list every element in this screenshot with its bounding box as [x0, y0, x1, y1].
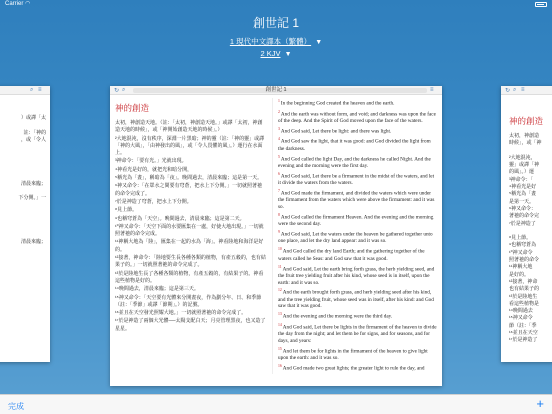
verse-text: ⁹也稱穹蒼為「天空」。晚間過去，清晨來臨；這是第二天。 [115, 215, 245, 222]
text-line: ⁷於是神造了 [509, 220, 536, 227]
menu-icon[interactable]: ≡ [430, 87, 434, 93]
translation-selector[interactable] [0, 49, 552, 58]
verse-text: 太初，神創造天地。（註：「太初，神創造天地。」或譯「太初，神創造天地的時候」，或「神開始創造天地的時候」。） [115, 120, 263, 134]
text-line: 是第一天。 [509, 198, 535, 205]
text-line: ³神命令：「 [509, 176, 534, 183]
verse [278, 246, 437, 262]
verse-text: And let them be for lights in the firmament of the heaven to give light upon the earth: and it was so. [278, 348, 428, 361]
menu-icon[interactable]: ≡ [521, 87, 525, 93]
verse-text: ¹³於是陸地生長了各種各類的植物，有產五穀的，有結果子的。神看這些植物是好的。 [115, 270, 264, 284]
verse-text: ⁶神又命令：「在眾水之間要有穹蒼，把水上下分開。」一切就照著祂的命令完成了。 [115, 183, 263, 197]
verse-text: And the earth brought forth grass, and herb yielding seed after his kind, and the tree yielding fruit, whose seed was in itself, after his kind: and God saw that it was good. [278, 290, 434, 310]
verse-text: And God said, Let the earth bring forth grass, the herb yielding seed, and the fruit tree yielding fruit after his kind, whose seed is in itself, upon the earth: and it was so. [278, 266, 435, 286]
card-title: 創世記 1 [265, 86, 287, 93]
status-right [535, 0, 547, 9]
version-selector[interactable] [0, 36, 552, 47]
verse-number: 15 [278, 346, 282, 351]
search-icon[interactable]: ⌕ [30, 86, 34, 93]
verse [278, 109, 437, 125]
verse-number: 3 [278, 126, 280, 131]
verse-number: 13 [278, 312, 282, 317]
chevron-down-icon: ▼ [315, 39, 323, 46]
section-heading: 神的創造 [509, 116, 544, 126]
text-line [0, 232, 50, 239]
text-line: ¹¹神稱大地 [509, 264, 533, 271]
text-line [0, 144, 50, 151]
text-line: 清晨來臨； [20, 239, 46, 246]
carrier-label: Carrier ◠ [5, 1, 31, 7]
text-line: ¹⁵神又命令 [509, 315, 533, 322]
text-line: ¹⁰神又命令 [509, 249, 533, 256]
text-line: 著祂的命令完 [509, 213, 540, 220]
verse-text: And the evening and the morning were the third day. [282, 313, 393, 320]
verse-number: 14 [278, 322, 282, 327]
search-icon[interactable]: ⌕ [513, 86, 517, 93]
verse-number: 11 [278, 264, 282, 269]
verse [278, 126, 437, 135]
text-line: 靈」或譯「神 [509, 162, 540, 169]
english-column [273, 98, 437, 374]
text-line [0, 217, 50, 224]
refresh-icon[interactable]: ↻ [114, 87, 120, 94]
text-line: 是好的。 [509, 271, 530, 278]
text-line [0, 151, 50, 158]
verse [278, 287, 437, 310]
page-dot[interactable] [275, 382, 278, 385]
verse-number: 10 [278, 247, 282, 252]
address-field[interactable] [133, 88, 427, 93]
verse-text: And God made two great lights; the greater light to rule the day, and [282, 365, 425, 372]
add-button[interactable]: + [536, 396, 544, 411]
verse-text: ¹⁷於是神造了兩個大光體──太陽支配白天；月亮管理黑夜，也又造了星星。 [115, 318, 266, 332]
text-line: ⁹也稱穹蒼為 [509, 242, 537, 249]
verse [278, 346, 437, 362]
verse [278, 188, 437, 211]
section-heading: 神的創造 [115, 103, 150, 113]
verse-text: And God called the firmament Heaven. And the evening and the morning were the second day. [278, 214, 434, 228]
verse-text: ¹²接著，神命令：「陸地要生長各種各類的植物，有產五穀的，也有結果子的。」一切就照著祂的命令完成了。 [115, 255, 266, 269]
text-line: ¹⁴晚間過去 [509, 308, 533, 315]
verse [278, 363, 437, 372]
text-line: ¹³於是陸地生 [509, 293, 538, 300]
text-line: 太初，神創造 [509, 133, 540, 139]
text-line: 時候」，或「神 [509, 140, 542, 147]
text-line [0, 173, 50, 180]
verse [278, 311, 437, 320]
text-line: 節（註：「季 [509, 322, 537, 329]
text-line: 看這些植物是 [509, 300, 540, 307]
verse-number: 16 [278, 363, 282, 368]
previous-chapter-text [0, 95, 50, 246]
text-line: ，或「令人 [20, 136, 46, 143]
verse-text: ¹⁵神又命令：「天空要有光體來分開晝夜，作為劃分年、日、和季節（註：「季節」或譯「節期」。）的記號。 [115, 294, 262, 308]
verse-text: And God said, Let there be lights in the firmament of the heaven to divide the day from the night; and let them be for signs, and for seasons, and for days, and years: [278, 324, 437, 344]
verse-text: ¹⁴晚間過去，清晨來臨；這是第三天。 [115, 286, 199, 293]
verse-text: ²大地混沌，沒有秩序，深淵一片黑暗；神的靈（註：「神的靈」或譯「神的大風」，「由神發出的風」，或「令人畏懼的風」。）運行在水面上。 [115, 135, 265, 157]
verse-text: ⁴神看光是好的，就把光和暗分開， [115, 166, 193, 173]
page-dot[interactable] [282, 382, 285, 385]
verse-text: And God called the dry land Earth; and the gathering together of the waters called he Seas: and God saw that it was good. [278, 249, 425, 262]
text-line [501, 148, 552, 155]
text-line [0, 166, 50, 173]
text-line: ¹²接著，神命 [509, 278, 538, 285]
text-line [0, 122, 50, 129]
previous-chapter-card[interactable] [0, 86, 50, 362]
text-line [0, 203, 50, 210]
verse-text: ¹⁶並且在天空發光照耀大地。」一切就照著祂的命令完成了。 [115, 310, 247, 317]
verse-number: 1 [278, 99, 280, 103]
verse [278, 229, 437, 245]
text-line: ⁸見上節。 [509, 235, 532, 242]
text-line: 下分開。」一 [18, 195, 46, 202]
verse [278, 154, 437, 170]
verse-text: ⁸見上節。 [115, 207, 138, 214]
verse-number: 12 [278, 288, 282, 293]
battery-icon [535, 2, 547, 7]
page-indicator[interactable] [0, 382, 552, 385]
text-line: ¹⁷於是神造了 [509, 337, 538, 344]
bottom-toolbar [0, 394, 552, 414]
verse-number: 5 [278, 154, 280, 159]
text-line: ⁶神又命令： [509, 205, 537, 212]
next-chapter-text [501, 133, 552, 345]
text-line: ²大地混沌， [509, 154, 536, 161]
verse [278, 212, 437, 228]
text-line [0, 210, 50, 217]
card-toolbar [501, 86, 552, 95]
text-line: 也有結果子的 [509, 286, 540, 293]
status-bar [0, 0, 552, 9]
search-icon[interactable]: ⌕ [122, 86, 126, 93]
verse-text: And God saw the light, that it was good: and God divided the light from the darkness. [278, 139, 431, 152]
chapter-card [110, 86, 442, 386]
verse [278, 264, 437, 287]
text-line [0, 224, 50, 231]
verse-number: 6 [278, 171, 280, 176]
text-line [0, 159, 50, 166]
verse [278, 98, 437, 107]
verse-text: ¹⁰神又命令：「天空下面的水要匯集在一處，好使大地出現。」一切就照著祂的命令完成。 [115, 223, 264, 238]
card-toolbar [0, 86, 50, 95]
text-line: 清晨來臨； [20, 180, 46, 187]
version-selector-label: 1 現代中文譯本（繁體） [229, 37, 312, 46]
chapter-body [110, 95, 442, 377]
next-chapter-card[interactable] [501, 86, 552, 362]
text-line: ¹⁶並且在天空 [509, 330, 538, 337]
translation-selector-label: 2 KJV [260, 49, 281, 58]
verse-number: 9 [278, 230, 280, 235]
chinese-column [115, 98, 273, 374]
verse [278, 171, 437, 187]
verse-text: And God said, Let there be a firmament in the midst of the waters, and let it divide the waters from the waters. [278, 173, 435, 187]
text-line: ⁵稱光為「晝 [509, 191, 537, 198]
verse [278, 136, 437, 152]
text-line: 照著祂的命令 [509, 257, 540, 264]
wifi-icon: ◠ [25, 1, 31, 7]
verse-text: And God made the firmament, and divided the waters which were under the firmament from the waters which were above the firmament: and it was so. [278, 190, 435, 211]
verse-text: And the earth was without form, and void; and darkness was upon the face of the deep. And the Spirit of God moved upon the face of the waters. [278, 111, 436, 124]
verse-text: And God said, Let the waters under the heaven be gathered together unto one place, and let the dry land appear: and it was so. [278, 231, 433, 245]
verse-text: ⁷於是神造了穹蒼，把水上下分開。 [115, 198, 192, 205]
verse-number: 4 [278, 137, 280, 142]
verse-number: 7 [278, 189, 280, 194]
verse-text: And God said, Let there be light: and there was light. [280, 128, 392, 135]
page-dot[interactable] [268, 382, 271, 385]
verse-text: ¹¹神稱大地為「陸」，匯集在一起的水為「海」。神看陸地和海洋是好的。 [115, 239, 264, 253]
text-line: 註：「神的 [23, 129, 46, 136]
text-line: ）或譯「太 [20, 115, 46, 121]
chevron-down-icon: ▼ [284, 51, 292, 58]
verse-text: ³神命令：「要有光。」光就出現。 [115, 158, 187, 165]
verse-text: In the beginning God created the heaven and the earth. [280, 100, 395, 107]
done-button[interactable]: 完成 [8, 402, 24, 411]
verse-number: 8 [278, 212, 280, 217]
verse-text: ⁵稱光為「晝」，稱暗為「夜」。晚間過去，清晨來臨；這是第一天。 [115, 175, 263, 182]
verse [278, 322, 437, 345]
verse-number: 2 [278, 109, 280, 114]
card-toolbar [110, 86, 442, 95]
refresh-icon[interactable]: ↻ [505, 87, 511, 94]
text-line: 的風」。）運 [509, 169, 535, 176]
verse-text: And God called the light Day, and the darkness he called Night. And the evening and the morning were the first day. [278, 156, 431, 170]
page-title: 創世記 1 [252, 16, 299, 30]
menu-icon[interactable]: ≡ [38, 87, 42, 93]
text-line: ⁴神看光是好 [509, 184, 537, 191]
